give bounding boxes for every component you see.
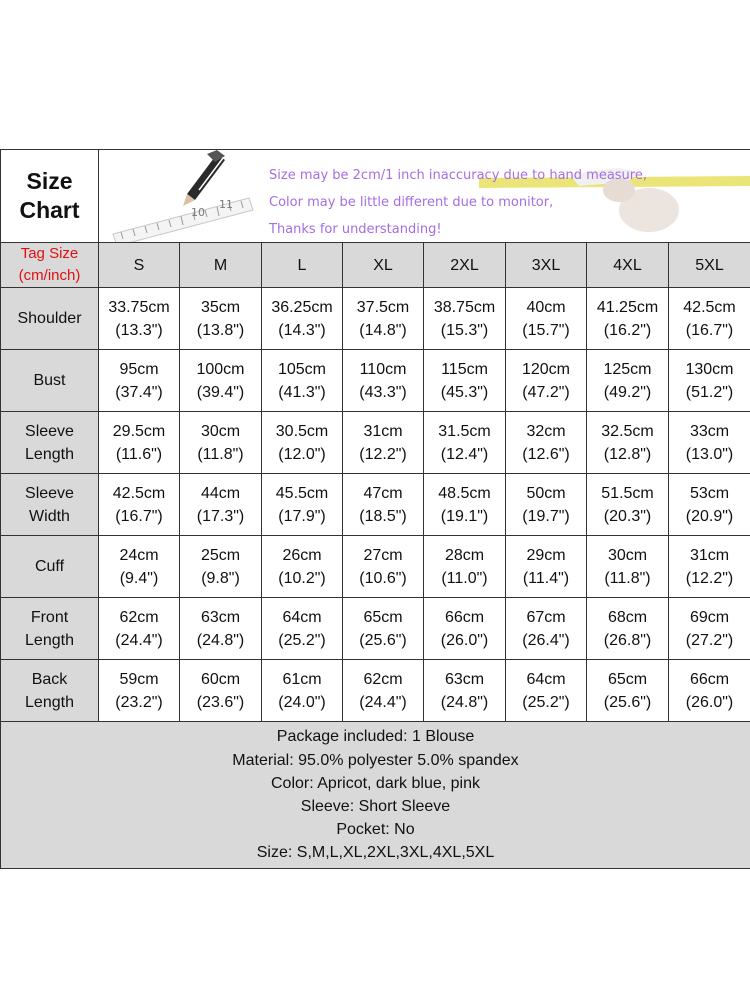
measurement-cell [262,474,343,536]
row-label: Cuff [1,536,99,598]
value-cm: 110cm [359,360,407,378]
value-cm: 31cm [689,546,730,564]
value-cm: 35cm [200,298,241,316]
measurement-cell [180,474,262,536]
value-cm: 36.25cm [271,298,333,316]
value-inch: (25.6") [603,693,652,711]
value-cm: 24cm [119,546,159,564]
info-pocket: Pocket: No [336,821,415,839]
info-material: Material: 95.0% polyester 5.0% spandex [232,751,519,769]
product-info [1,722,750,869]
value-cm: 27cm [363,546,403,564]
measurement-cell [99,350,180,412]
value-cm: 105cm [277,360,327,378]
ruler-image [113,198,253,242]
measurement-cell [424,536,506,598]
value-inch: (43.3") [359,383,407,401]
measurement-cell [669,288,750,350]
value-cm: 30cm [200,422,241,440]
measurement-cell [180,412,262,474]
value-inch: (18.5") [359,507,407,525]
measurement-cell [343,660,424,722]
value-cm: 63cm [444,670,485,688]
value-cm: 37.5cm [356,298,410,316]
measurement-cell [262,536,343,598]
size-l: L [262,243,343,288]
value-inch: (16.7") [685,321,734,339]
value-inch: (45.3") [440,383,489,401]
measurement-cell [587,412,669,474]
value-cm: 60cm [200,670,241,688]
value-cm: 100cm [196,360,245,378]
measurement-cell [180,536,262,598]
value-inch: (14.8") [359,321,407,339]
table-row [1,350,750,412]
value-inch: (14.3") [278,321,326,339]
value-inch: (49.2") [603,383,652,401]
header-row [1,150,750,243]
value-cm: 45.5cm [275,484,329,502]
measurement-cell [343,412,424,474]
measurement-cell [262,412,343,474]
value-cm: 40cm [526,298,566,316]
value-inch: (10.2") [278,569,326,587]
size-s: S [99,243,180,288]
measurement-cell [587,350,669,412]
measurement-cell [262,598,343,660]
measurement-cell [669,598,750,660]
value-inch: (20.9") [685,507,734,525]
value-inch: (26.4") [522,631,570,649]
value-inch: (13.0") [685,445,734,463]
value-cm: 66cm [689,670,730,688]
size-2xl: 2XL [424,243,506,288]
size-m: M [180,243,262,288]
value-inch: (9.4") [119,569,159,587]
value-inch: (16.2") [603,321,652,339]
value-cm: 61cm [282,670,322,688]
measurement-cell [506,536,587,598]
note-line-2: Color may be little different due to monitor, [269,195,554,210]
row-label: Bust [1,350,99,412]
measurement-cell [99,598,180,660]
value-cm: 33cm [689,422,730,440]
value-inch: (26.0") [440,631,489,649]
value-cm: 31.5cm [438,422,491,440]
value-inch: (12.2") [359,445,407,463]
measurement-cell [506,412,587,474]
measurement-cell [506,350,587,412]
table-row [1,598,750,660]
value-cm: 30.5cm [275,422,329,440]
value-inch: (11.0") [441,569,488,587]
value-inch: (27.2") [685,631,734,649]
value-inch: (26.0") [685,693,734,711]
value-cm: 42.5cm [683,298,736,316]
measurement-cell [669,412,750,474]
value-cm: 51.5cm [601,484,654,502]
value-inch: (13.3") [115,321,163,339]
measurement-cell [506,660,587,722]
value-inch: (24.0") [278,693,326,711]
value-cm: 66cm [444,608,485,626]
measurement-cell [343,288,424,350]
measurement-cell [262,660,343,722]
measurement-cell [506,474,587,536]
value-inch: (15.3") [440,321,489,339]
ruler-number-10: 10 [191,206,205,219]
row-label: Shoulder [1,288,99,350]
value-cm: 41.25cm [596,298,659,316]
value-cm: 32cm [526,422,566,440]
value-inch: (47.2") [522,383,570,401]
product-info-row [1,722,750,869]
value-cm: 47cm [363,484,403,502]
value-inch: (11.8") [604,569,651,587]
measurement-cell [424,288,506,350]
measurement-cell [262,350,343,412]
size-4xl: 4XL [587,243,669,288]
value-cm: 29.5cm [112,422,166,440]
measurement-cell [343,350,424,412]
info-package: Package included: 1 Blouse [276,728,475,746]
tag-size-label: Tag Size (cm/inch) [1,243,99,288]
value-inch: (12.2") [685,569,734,587]
value-cm: 62cm [363,670,403,688]
measurement-cell [180,660,262,722]
value-cm: 33.75cm [108,298,170,316]
measurement-cell [180,350,262,412]
value-cm: 25cm [200,546,241,564]
value-inch: (37.4") [115,383,163,401]
measurement-cell [99,412,180,474]
ruler-number-11: 11 [219,198,233,211]
value-inch: (25.6") [359,631,407,649]
value-cm: 38.75cm [433,298,496,316]
value-inch: (9.8") [201,569,240,587]
measurement-cell [587,288,669,350]
value-cm: 115cm [441,360,488,378]
value-inch: (51.2") [685,383,734,401]
value-cm: 30cm [607,546,648,564]
value-inch: (24.8") [196,631,245,649]
measurement-cell [343,474,424,536]
value-cm: 63cm [200,608,241,626]
table-row [1,412,750,474]
measurement-cell [99,474,180,536]
value-cm: 26cm [282,546,322,564]
size-chart-table [0,149,750,869]
value-cm: 95cm [119,360,159,378]
measurements-body [1,288,750,722]
value-inch: (13.8") [196,321,245,339]
info-sleeve: Sleeve: Short Sleeve [300,798,451,815]
value-cm: 67cm [526,608,566,626]
measurement-cell [669,474,750,536]
measurement-cell [180,598,262,660]
note-line-3: Thanks for understanding! [269,222,442,237]
measurement-cell [180,288,262,350]
measurement-cell [343,598,424,660]
measurement-cell [506,288,587,350]
value-inch: (15.7") [522,321,570,339]
size-xl: XL [343,243,424,288]
chart-title: Size Chart [1,150,99,243]
value-cm: 53cm [689,484,730,502]
value-inch: (24.4") [115,631,163,649]
measurement-cell [343,536,424,598]
measurement-banner [99,150,750,243]
value-cm: 42.5cm [112,484,166,502]
value-cm: 69cm [689,608,730,626]
measurement-cell [424,412,506,474]
table-row [1,660,750,722]
value-inch: (25.2") [278,631,326,649]
value-cm: 125cm [603,360,652,378]
measurement-cell [587,660,669,722]
size-3xl: 3XL [506,243,587,288]
measurement-cell [99,660,180,722]
value-inch: (11.8") [197,445,244,463]
value-inch: (39.4") [196,383,245,401]
table-row [1,474,750,536]
row-label: Sleeve Length [1,412,99,474]
value-inch: (17.3") [196,507,245,525]
row-label: Front Length [1,598,99,660]
measurement-cell [424,598,506,660]
measurement-cell [587,474,669,536]
value-cm: 64cm [526,670,566,688]
value-inch: (12.6") [522,445,570,463]
size-header-row [1,243,750,288]
value-inch: (25.2") [522,693,570,711]
value-inch: (12.4") [440,445,489,463]
measurement-cell [99,536,180,598]
value-inch: (11.6") [115,445,163,463]
measurement-notes [269,162,647,243]
note-line-1: Size may be 2cm/1 inch inaccuracy due to hand measure, [269,168,647,183]
measurement-cell [99,288,180,350]
value-inch: (23.6") [196,693,245,711]
value-cm: 62cm [119,608,159,626]
measurement-cell [424,474,506,536]
info-sizes: Size: S,M,L,XL,2XL,3XL,4XL,5XL [256,844,495,862]
measurement-cell [262,288,343,350]
value-inch: (26.8") [603,631,652,649]
measurement-cell [669,660,750,722]
value-cm: 48.5cm [438,484,491,502]
value-cm: 32.5cm [601,422,654,440]
value-inch: (12.0") [278,445,326,463]
table-row [1,288,750,350]
value-cm: 130cm [685,360,734,378]
measurement-cell [424,660,506,722]
row-label: Back Length [1,660,99,722]
value-inch: (24.8") [440,693,489,711]
value-cm: 68cm [607,608,648,626]
value-inch: (16.7") [115,507,163,525]
value-cm: 44cm [200,484,241,502]
value-inch: (23.2") [115,693,163,711]
value-cm: 64cm [282,608,322,626]
value-cm: 59cm [119,670,159,688]
measurement-cell [587,598,669,660]
value-inch: (41.3") [278,383,326,401]
value-cm: 65cm [363,608,403,626]
value-inch: (10.6") [359,569,407,587]
value-cm: 28cm [444,546,485,564]
value-inch: (19.1") [440,507,489,525]
value-cm: 50cm [526,484,566,502]
value-inch: (17.9") [278,507,326,525]
value-inch: (20.3") [603,507,652,525]
value-inch: (11.4") [522,569,570,587]
measurement-cell [669,350,750,412]
measurement-cell [506,598,587,660]
row-label: Sleeve Width [1,474,99,536]
value-cm: 65cm [607,670,648,688]
value-inch: (19.7") [522,507,570,525]
size-5xl: 5XL [669,243,750,288]
value-inch: (24.4") [359,693,407,711]
measurement-cell [587,536,669,598]
value-cm: 31cm [363,422,403,440]
value-cm: 120cm [521,360,571,378]
measurement-cell [669,536,750,598]
measurement-cell [424,350,506,412]
value-cm: 29cm [526,546,566,564]
info-color: Color: Apricot, dark blue, pink [271,774,480,792]
value-inch: (12.8") [603,445,652,463]
table-row [1,536,750,598]
